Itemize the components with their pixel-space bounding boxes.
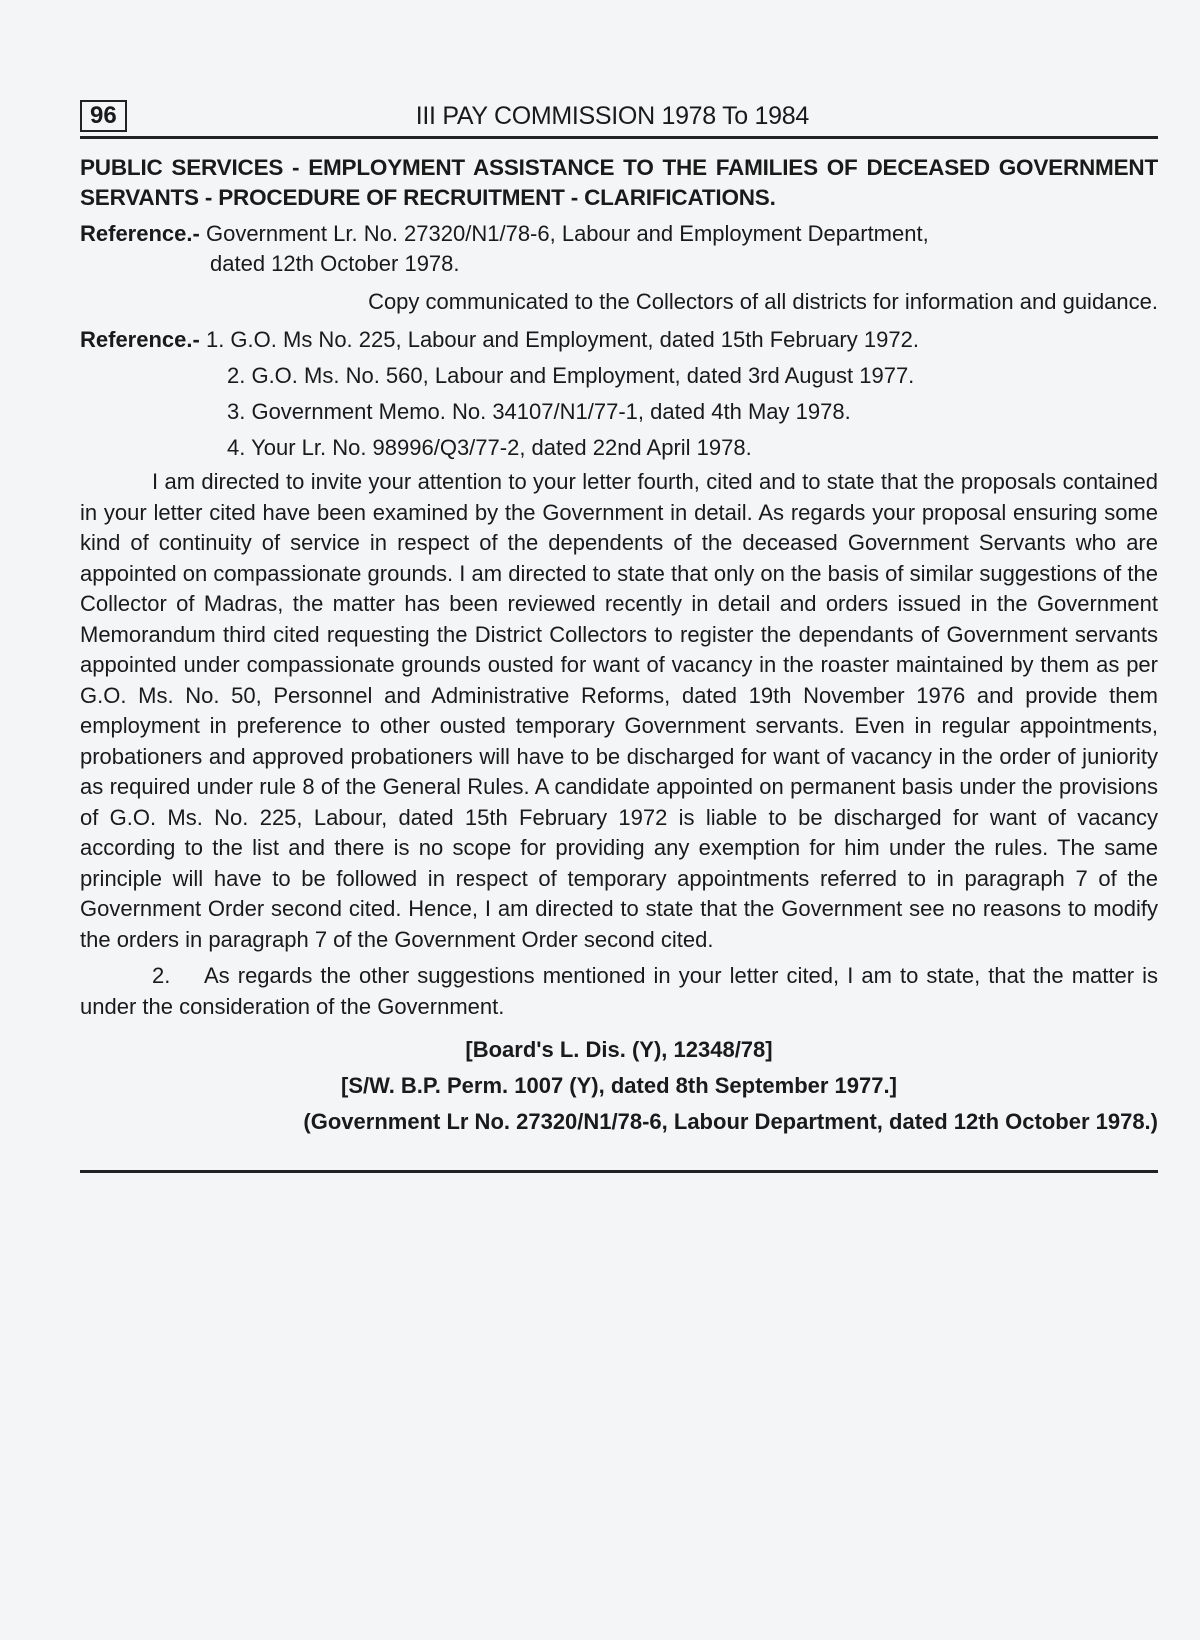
paragraph-text: As regards the other suggestions mentioned in your letter cited, I am to state, that the matter is under the consideration of the Government.	[80, 963, 1158, 1019]
reference-label: Reference.-	[80, 327, 200, 352]
page-number: 96	[80, 100, 127, 132]
reference-text: 1. G.O. Ms No. 225, Labour and Employment, dated 15th February 1972.	[205, 327, 919, 352]
reference-line: dated 12th October 1978.	[210, 251, 460, 276]
reference-line: Government Lr. No. 27320/N1/78-6, Labour and Employment Department,	[205, 221, 929, 246]
reference-item: 4. Your Lr. No. 98996/Q3/77-2, dated 22nd April 1978.	[227, 435, 752, 460]
reference-item: 2. G.O. Ms. No. 560, Labour and Employment, dated 3rd August 1977.	[227, 363, 915, 388]
bottom-divider	[80, 1170, 1158, 1173]
body-paragraph-2	[80, 961, 1158, 1022]
page-header	[80, 96, 1158, 139]
copy-communicated: Copy communicated to the Collectors of all districts for information and guidance.	[368, 289, 1158, 314]
reference-label: Reference.-	[80, 221, 200, 246]
citation-government: (Government Lr No. 27320/N1/78-6, Labour Department, dated 12th October 1978.)	[303, 1109, 1158, 1134]
citations	[80, 1032, 1158, 1140]
paragraph-number: 2.	[152, 963, 171, 988]
reference-list	[80, 325, 1158, 463]
main-reference	[80, 219, 1158, 463]
citation-board: [Board's L. Dis. (Y), 12348/78]	[465, 1037, 773, 1062]
running-title: III PAY COMMISSION 1978 To 1984	[415, 101, 809, 130]
reference-item	[80, 325, 1158, 355]
body-paragraph-1: I am directed to invite your attention to your letter fourth, cited and to state that the proposals contained in your letter cited have been examined by the Government in detail. As regards your proposal ensuring some kind of continuity of service in respect of the dependents of the deceased Government Servants who are appointed on compassionate grounds. I am directed to state that only on the basis of similar suggestions of the Collector of Madras, the matter has been reviewed recently in detail and orders issued in the Government Memorandum third cited requesting the District Collectors to register the dependants of Government servants appointed under compassionate grounds ousted for want of vacancy in the roaster maintained by them as per G.O. Ms. No. 50, Personnel and Administrative Reforms, dated 19th November 1976 and provide them employment in preference to other ousted temporary Government servants. Even in regular appointments, probationers and approved probationers will have to be discharged for want of vacancy in the order of juniority as required under rule 8 of the General Rules. A candidate appointed on permanent basis under the provisions of G.O. Ms. No. 225, Labour, dated 15th February 1972 is liable to be discharged for want of vacancy according to the list and there is no scope for providing any exemption for him under the rules. The same principle will have to be followed in respect of temporary appointments referred to in paragraph 7 of the Government Order second cited. Hence, I am directed to state that the Government see no reasons to modify the orders in paragraph 7 of the Government Order second cited.	[80, 469, 1158, 952]
reference-item: 3. Government Memo. No. 34107/N1/77-1, dated 4th May 1978.	[227, 399, 851, 424]
document-title: PUBLIC SERVICES - EMPLOYMENT ASSISTANCE TO THE FAMILIES OF DECEASED GOVERNMENT SERVANTS - PROCEDURE OF RECRUITMENT - CLARIFICATIONS.	[80, 155, 1158, 210]
document-page	[80, 96, 1158, 1173]
citation-sw: [S/W. B.P. Perm. 1007 (Y), dated 8th September 1977.]	[341, 1073, 897, 1098]
